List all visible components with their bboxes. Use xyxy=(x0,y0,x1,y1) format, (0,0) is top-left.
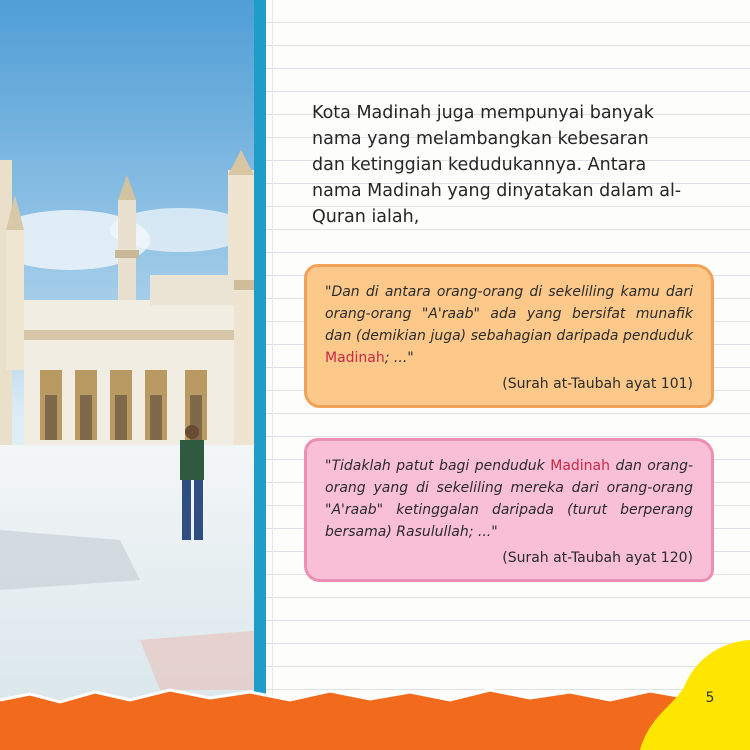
quote-box-2 xyxy=(304,438,714,582)
quote-2-source: (Surah at-Taubah ayat 120) xyxy=(502,550,693,566)
page-corner-blob xyxy=(640,640,750,750)
quote-2-highlight: Madinah xyxy=(550,458,611,474)
quote-1-text: "Dan di antara orang-orang di sekeliling kamu dari orang-orang "A'raab" ada yang bersifat munafik dan (demikian juga) sebahagian daripada penduduk xyxy=(325,284,693,344)
quote-1-highlight: Madinah xyxy=(325,350,385,366)
quote-box-1 xyxy=(304,264,714,408)
lined-paper xyxy=(266,0,750,700)
mosque-photo xyxy=(0,0,262,700)
quote-2-text: "Tidaklah patut bagi penduduk xyxy=(325,458,551,474)
quote-2-text-end: dan orang-orang yang di sekeliling mereka dari orang-orang "A'raab" ketinggalan daripada (turut berperang bersama) Rasulullah; ..." xyxy=(325,458,694,540)
bottom-orange-band xyxy=(0,686,750,750)
quote-1-text-end: ; ..." xyxy=(384,350,414,366)
page-number: 5 xyxy=(705,690,715,706)
paper-margin-line xyxy=(272,0,273,700)
page-spine xyxy=(254,0,266,700)
intro-paragraph: Kota Madinah juga mempunyai banyak nama yang melambangkan kebesaran dan ketinggian kedudukannya. Antara nama Madinah yang dinyatakan dalam al-Quran ialah, xyxy=(312,103,682,227)
quote-1-source: (Surah at-Taubah ayat 101) xyxy=(502,376,693,392)
